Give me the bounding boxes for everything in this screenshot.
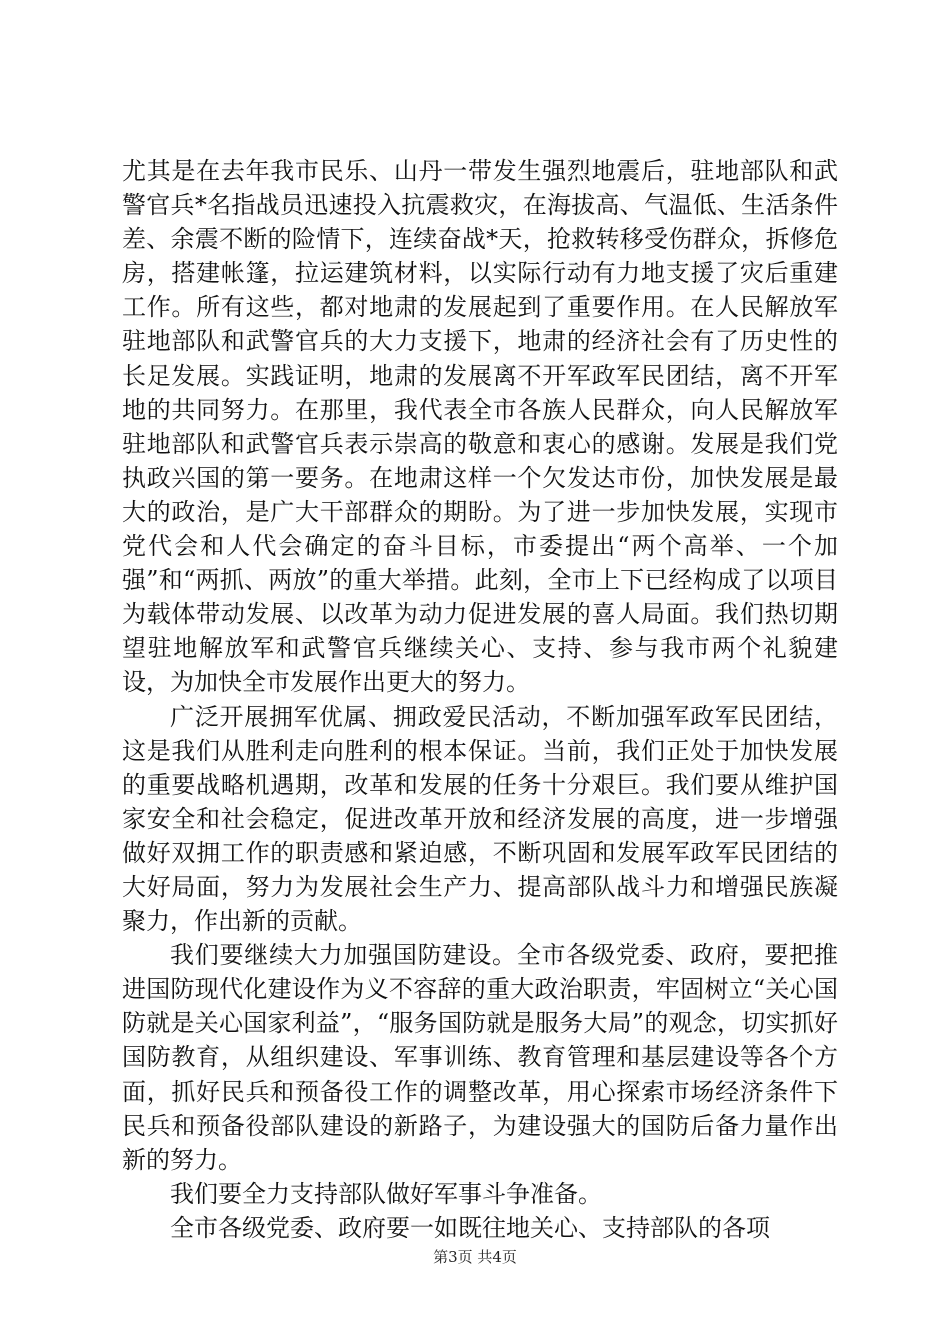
paragraph-4: 我们要全力支持部队做好军事斗争准备。 bbox=[170, 1179, 602, 1208]
paragraph-5: 全市各级党委、政府要一如既往地关心、支持部队的各项 bbox=[170, 1213, 770, 1242]
paragraph-2: 广泛开展拥军优属、拥政爱民活动，不断加强军政军民团结，这是我们从胜利走向胜利的根本保证。当前，我们正处于加快发展的重要战略机遇期，改革和发展的任务十分艰巨。我们要从维护国家安全和社会稳定，促进改革开放和经济发展的高度，进一步增强做好双拥工作的职责感和紧迫感，不断巩固和发展军政军民团结的大好局面，努力为发展社会生产力、提高部队战斗力和增强民族凝聚力，作出新的贡献。 bbox=[122, 702, 838, 936]
page-number: 第3页 共4页 bbox=[433, 1248, 517, 1266]
paragraph-3: 我们要继续大力加强国防建设。全市各级党委、政府，要把推进国防现代化建设作为义不容辞的重大政治职责，牢固树立“关心国防就是关心国家利益”，“服务国防就是服务大局”的观念，切实抓好国防教育，从组织建设、军事训练、教育管理和基层建设等各个方面，抓好民兵和预备役工作的调整改革，用心探索市场经济条件下民兵和预备役部队建设的新路子，为建设强大的国防后备力量作出新的努力。 bbox=[122, 941, 838, 1174]
page-footer bbox=[0, 1246, 950, 1267]
paragraph-1: 尤其是在去年我市民乐、山丹一带发生强烈地震后，驻地部队和武警官兵*名指战员迅速投入抗震救灾，在海拔高、气温低、生活条件差、余震不断的险情下，连续奋战*天，抢救转移受伤群众，拆修危房，搭建帐篷，拉运建筑材料，以实际行动有力地支援了灾后重建工作。所有这些，都对地肃的发展起到了重要作用。在人民解放军驻地部队和武警官兵的大力支援下，地肃的经济社会有了历史性的长足发展。实践证明，地肃的发展离不开军政军民团结，离不开军地的共同努力。在那里，我代表全市各族人民群众，向人民解放军驻地部队和武警官兵表示崇高的敬意和衷心的感谢。发展是我们党执政兴国的第一要务。在地肃这样一个欠发达市份，加快发展是最大的政治，是广大干部群众的期盼。为了进一步加快发展，实现市党代会和人代会确定的奋斗目标，市委提出“两个高举、一个加强”和“两抓、两放”的重大举措。此刻，全市上下已经构成了以项目为载体带动发展、以改革为动力促进发展的喜人局面。我们热切期望驻地解放军和武警官兵继续关心、支持、参与我市两个礼貌建设，为加快全市发展作出更大的努力。 bbox=[122, 157, 838, 697]
document-body bbox=[122, 154, 838, 1245]
